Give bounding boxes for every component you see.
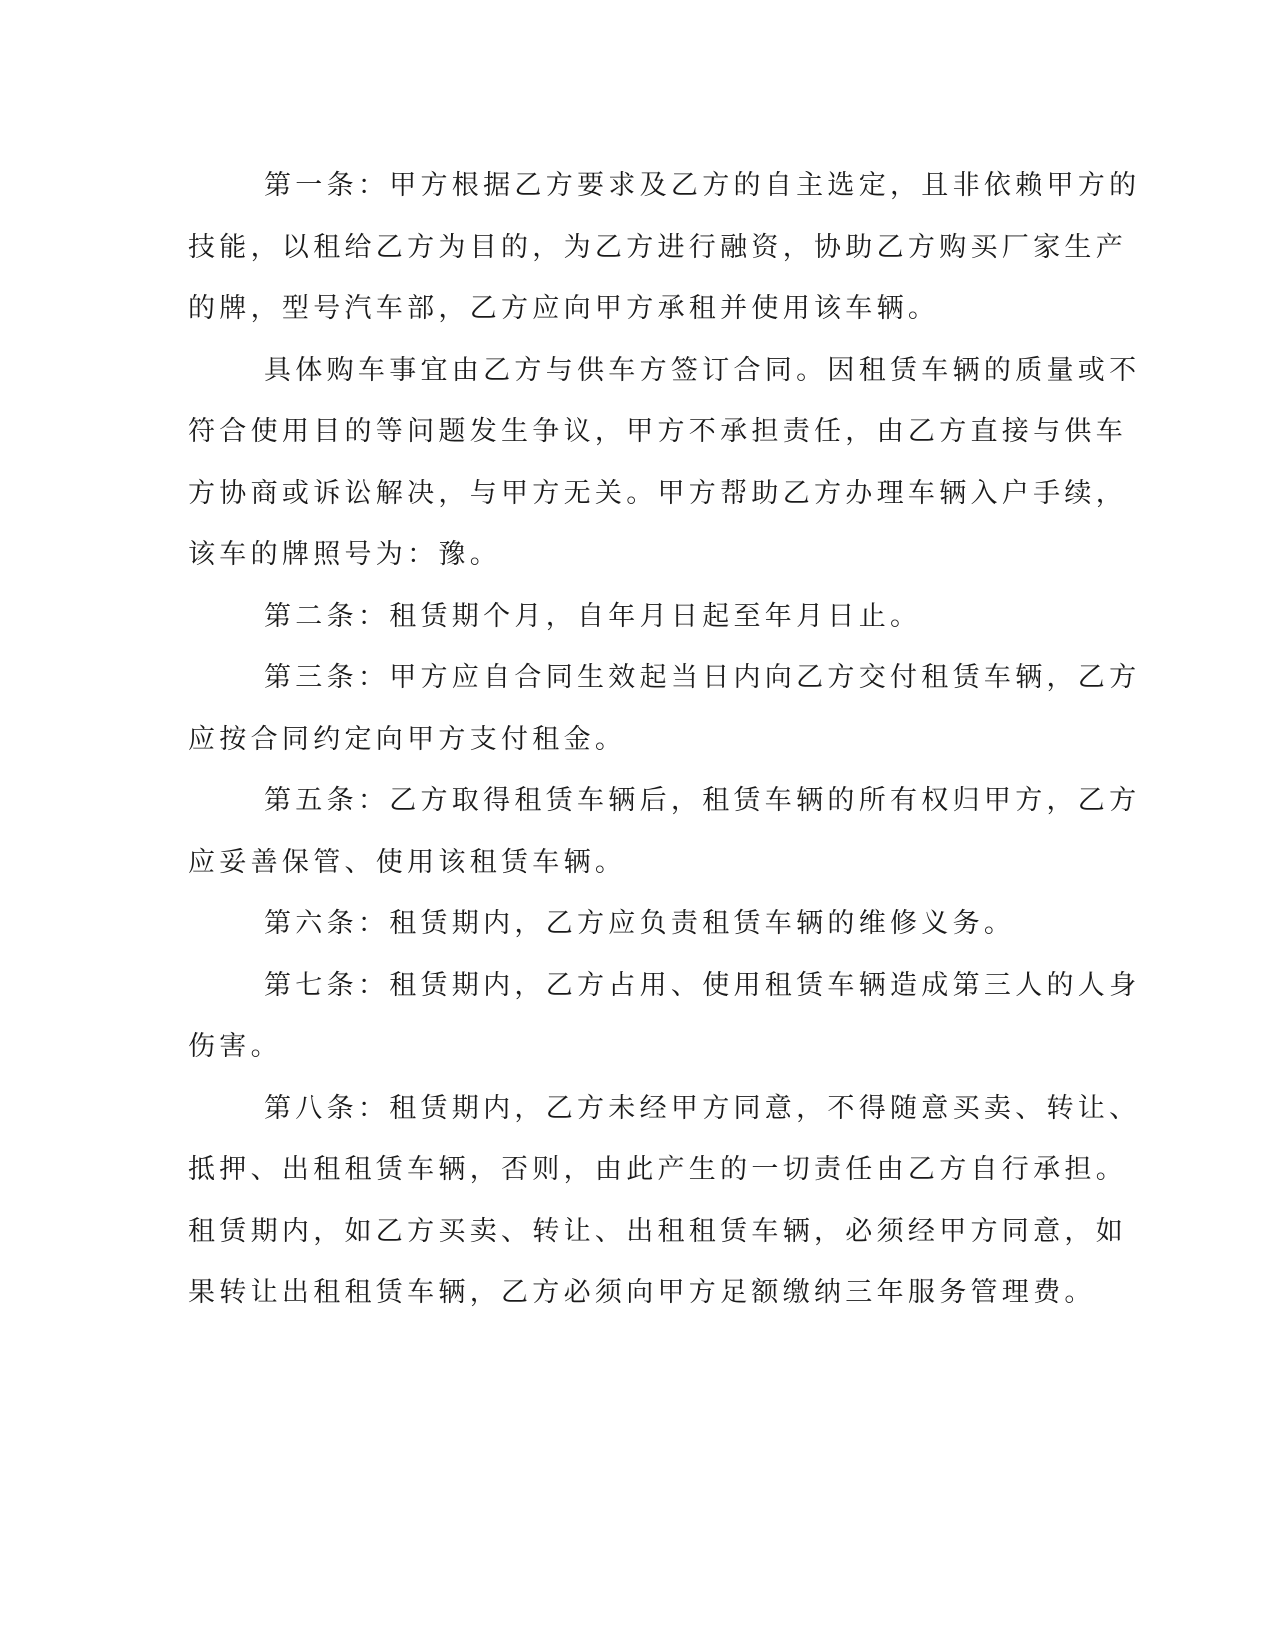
- text-line: 抵押、出租租赁车辆，否则，由此产生的一切责任由乙方自行承担。: [188, 1154, 1127, 1185]
- text-line: 符合使用目的等问题发生争议，甲方不承担责任，由乙方直接与供车: [188, 416, 1127, 447]
- text-line: 方协商或诉讼解决，与甲方无关。甲方帮助乙方办理车辆入户手续，: [188, 477, 1127, 509]
- text-line: 第二条：租赁期个月，自年月日起至年月日止。: [264, 600, 922, 632]
- document-body: [188, 155, 1141, 1324]
- text-line: 第五条：乙方取得租赁车辆后，租赁车辆的所有权归甲方，乙方: [264, 785, 1141, 816]
- text-line: 的牌，型号汽车部，乙方应向甲方承租并使用该车辆。: [188, 293, 940, 324]
- text-line: 第六条：租赁期内，乙方应负责租赁车辆的维修义务。: [264, 908, 1016, 939]
- text-line: 第八条：租赁期内，乙方未经甲方同意，不得随意买卖、转让、: [264, 1092, 1141, 1124]
- text-line: 第七条：租赁期内，乙方占用、使用租赁车辆造成第三人的人身: [264, 969, 1141, 1001]
- text-line: 该车的牌照号为：豫。: [188, 539, 501, 570]
- text-line: 应妥善保管、使用该租赁车辆。: [188, 846, 627, 878]
- text-line: 具体购车事宜由乙方与供车方签订合同。因租赁车辆的质量或不: [264, 354, 1141, 386]
- text-line: 第一条：甲方根据乙方要求及乙方的自主选定，且非依赖甲方的: [264, 170, 1141, 201]
- text-line: 技能，以租给乙方为目的，为乙方进行融资，协助乙方购买厂家生产: [188, 231, 1127, 263]
- text-line: 租赁期内，如乙方买卖、转让、出租租赁车辆，必须经甲方同意，如: [188, 1215, 1127, 1247]
- text-line: 第三条：甲方应自合同生效起当日内向乙方交付租赁车辆，乙方: [264, 662, 1141, 693]
- text-line: 伤害。: [188, 1031, 282, 1062]
- text-line: 应按合同约定向甲方支付租金。: [188, 723, 627, 755]
- text-line: 果转让出租租赁车辆，乙方必须向甲方足额缴纳三年服务管理费。: [188, 1277, 1096, 1308]
